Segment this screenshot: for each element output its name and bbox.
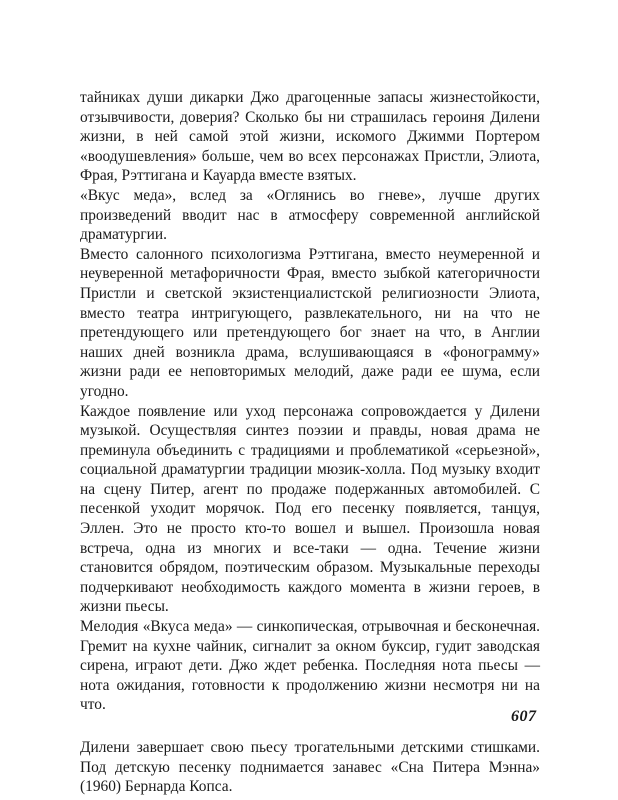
paragraph-6: Дилени завершает свою пьесу трогательными детскими стишками. Под детскую песенку поднимается занавес «Сна Питера Мэнна» (1960) Бернарда Копса.: [80, 739, 540, 796]
body-text: [80, 88, 540, 797]
page-number: 607: [511, 708, 537, 725]
paragraph-3: Вместо салонного психологизма Рэттигана, вместо неумеренной и неуверенной метафоричности Фрая, вместо зыбкой категоричности Пристли и светской экзистенциалистской религиозности Элиота, вместо театра интригующего, развлекательного, ни на что не претендующего или претендующего бог знает на что, в Англии наших дней возникла драма, вслушивающаяся в «фонограмму» жизни ради ее неповторимых мелодий, даже ради ее шума, если угодно.: [80, 245, 540, 400]
paragraph-5: Мелодия «Вкуса меда» — синкопическая, отрывочная и бесконечная. Гремит на кухне чайник, сигналит за окном буксир, гудит заводская сирена, играют дети. Джо ждет ребенка. Последняя нота пьесы — нота ожидания, готовности к продолжению жизни несмотря ни на что.: [80, 618, 540, 714]
paragraph-1: тайниках души дикарки Джо драгоценные запасы жизнестойкости, отзывчивости, доверия? Сколько бы ни страшилась героиня Дилени жизни, в ней самой этой жизни, искомого Джимми Портером «воодушевления» больше, чем во всех персонажах Пристли, Элиота, Фрая, Рэттигана и Кауарда вместе взятых.: [80, 89, 540, 185]
paragraph-2: «Вкус меда», вслед за «Оглянись во гневе», лучше других произведений вводит нас в атмосферу современной английской драматургии.: [80, 186, 540, 244]
paragraph-4: Каждое появление или уход персонажа сопровождается у Дилени музыкой. Осуществляя синтез поэзии и правды, новая драма не преминула объединить с традициями и проблематикой «серьезной», социальной драматургии традиции мюзик-холла. Под музыку входит на сцену Питер, агент по продаже подержанных автомобилей. С песенкой уходит морячок. Под его песенку появляется, танцуя, Эллен. Это не просто кто-то вошел и вышел. Произошла новая встреча, одна из многих и все-таки — одна. Течение жизни становится обрядом, поэтическим образом. Музыкальные переходы подчеркивают необходимость каждого момента в жизни героев, в жизни пьесы.: [80, 402, 540, 616]
